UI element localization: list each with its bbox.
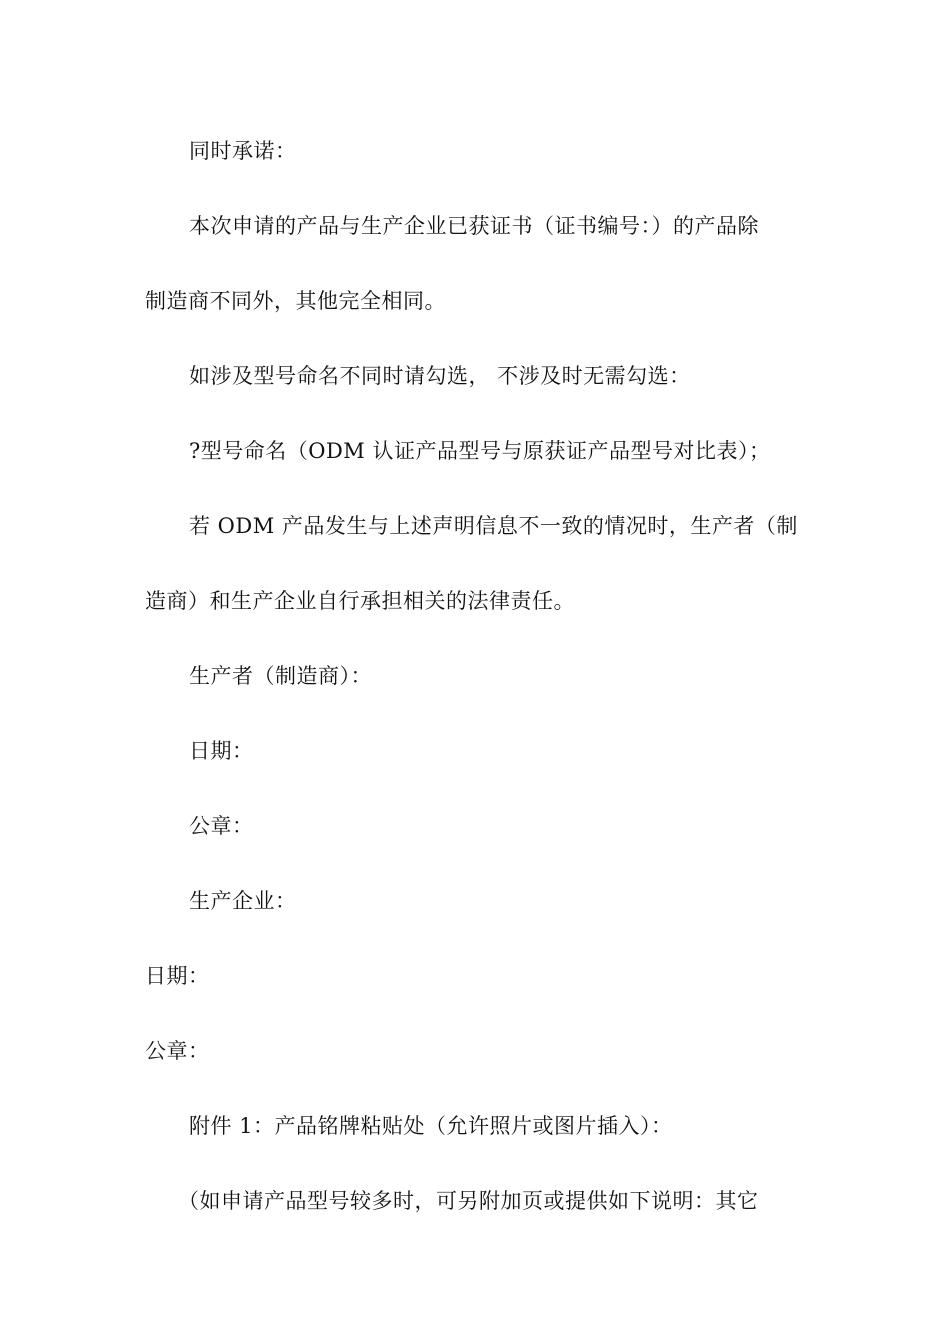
paragraph-line: 造商）和生产企业自行承担相关的法律责任。 [145, 589, 575, 613]
paragraph-line: 如涉及型号命名不同时请勾选， 不涉及时无需勾选： [189, 364, 691, 388]
paragraph-line: 制造商不同外，其他完全相同。 [145, 289, 446, 313]
enterprise-label: 生产企业： [189, 889, 297, 913]
paragraph-line: 本次申请的产品与生产企业已获证书（证书编号：）的产品除 [189, 214, 759, 238]
date-label: 日期： [189, 739, 254, 763]
commitment-heading: 同时承诺： [189, 139, 297, 163]
attachment-heading: 附件 1：产品铭牌粘贴处（允许照片或图片插入）： [189, 1114, 673, 1138]
paragraph-line: 若 ODM 产品发生与上述声明信息不一致的情况时，生产者（制 [189, 514, 798, 538]
paragraph-line: ?型号命名（ODM 认证产品型号与原获证产品型号对比表）； [189, 439, 771, 463]
paragraph-line: （如申请产品型号较多时，可另附加页或提供如下说明：其它 [178, 1189, 759, 1213]
manufacturer-label: 生产者（制造商）： [189, 664, 372, 688]
date-label: 日期： [145, 964, 210, 988]
seal-label: 公章： [189, 814, 254, 838]
seal-label: 公章： [145, 1039, 210, 1063]
